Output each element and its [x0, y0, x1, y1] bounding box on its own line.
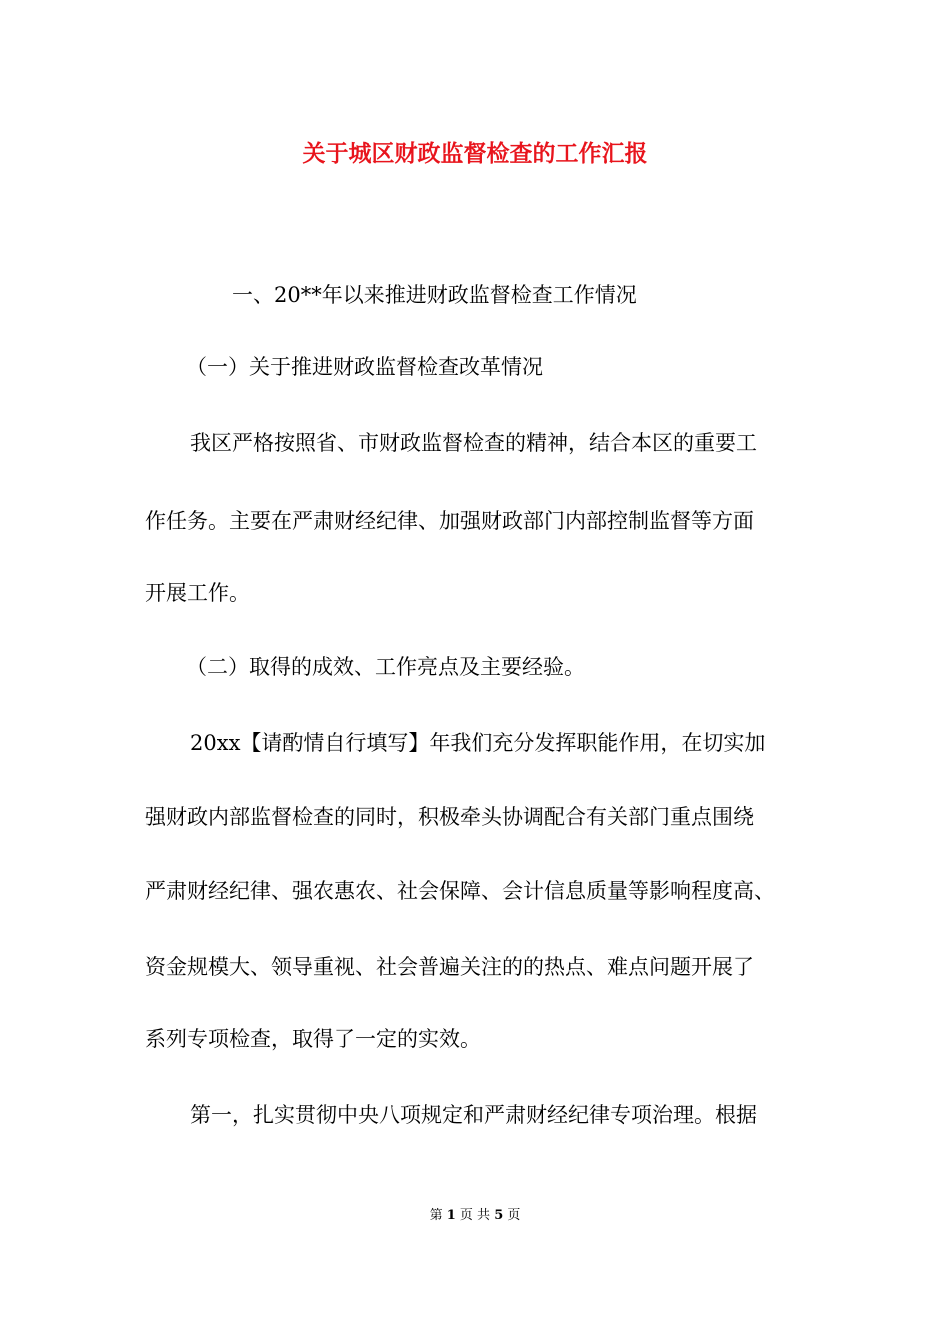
paragraph-line: 强财政内部监督检查的同时，积极牵头协调配合有关部门重点围绕 [145, 805, 754, 829]
footer-prefix: 第 [429, 1208, 443, 1223]
paragraph-line: 系列专项检查，取得了一定的实效。 [145, 1027, 481, 1051]
footer-middle: 页 共 [459, 1208, 491, 1223]
footer-page-number: 1 [446, 1208, 456, 1223]
paragraph-line: 资金规模大、领导重视、社会普遍关注的的热点、难点问题开展了 [145, 955, 754, 979]
section-heading-1: 一、20**年以来推进财政监督检查工作情况 [232, 283, 637, 307]
paragraph-line: 作任务。主要在严肃财经纪律、加强财政部门内部控制监督等方面 [145, 509, 754, 533]
subsection-heading-2: （二）取得的成效、工作亮点及主要经验。 [186, 655, 585, 679]
paragraph-line: 严肃财经纪律、强农惠农、社会保障、会计信息质量等影响程度高、 [145, 879, 775, 903]
paragraph-line: 20xx【请酌情自行填写】年我们充分发挥职能作用，在切实加 [190, 731, 766, 755]
document-title: 关于城区财政监督检查的工作汇报 [302, 140, 648, 167]
paragraph-line: 第一，扎实贯彻中央八项规定和严肃财经纪律专项治理。根据 [190, 1103, 757, 1127]
paragraph-line: 开展工作。 [145, 581, 250, 605]
paragraph-line: 我区严格按照省、市财政监督检查的精神，结合本区的重要工 [190, 431, 757, 455]
footer-total-pages: 5 [494, 1208, 504, 1223]
page-footer [0, 1206, 950, 1226]
subsection-heading-1: （一）关于推进财政监督检查改革情况 [186, 355, 543, 379]
footer-suffix: 页 [507, 1208, 521, 1223]
